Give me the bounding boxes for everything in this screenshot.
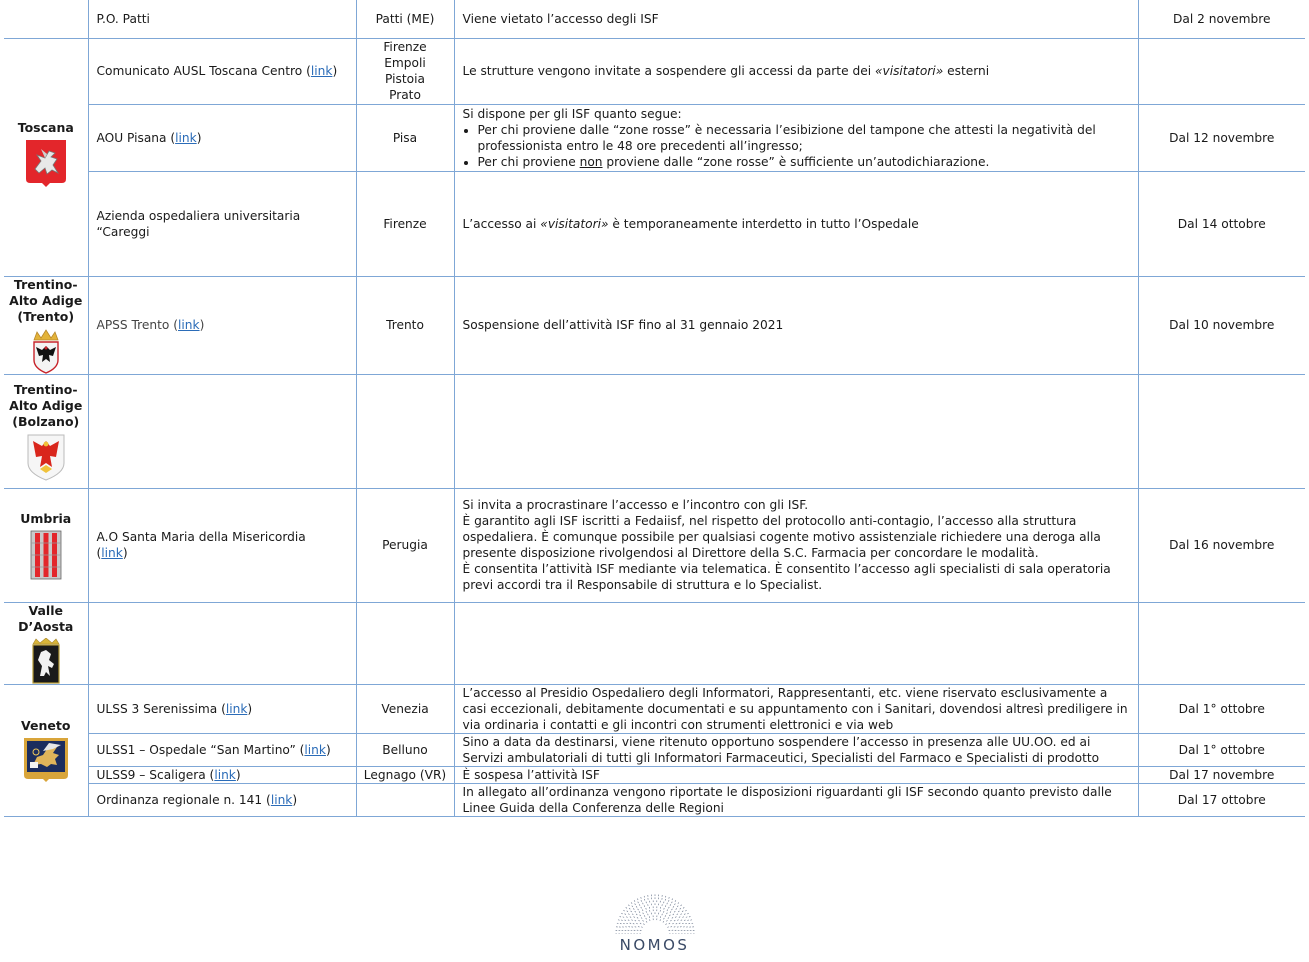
- date-cell: [1138, 766, 1305, 783]
- date-text: Dal 1° ottobre: [1178, 701, 1265, 716]
- org-name: Comunicato AUSL Toscana Centro (: [96, 64, 311, 78]
- logo-arc-mark: [621, 913, 622, 914]
- source-link[interactable]: link: [101, 546, 123, 560]
- city-name: Venezia: [381, 701, 429, 716]
- city-cell-empty: [356, 602, 454, 684]
- description-text: L’accesso ai: [462, 216, 541, 231]
- description-text: Le strutture vengono invitate a sospendere gli accessi da parte dei: [462, 64, 875, 78]
- logo-arc-mark: [637, 899, 638, 900]
- bolzano-eagle-icon: [26, 433, 66, 481]
- logo-arc-mark: [634, 911, 635, 912]
- logo-arc-mark: [638, 926, 639, 927]
- org-cell: [88, 684, 356, 733]
- logo-arc-mark: [630, 911, 631, 912]
- logo-arc-mark: [666, 920, 667, 921]
- description-intro: Si dispone per gli ISF quanto segue:: [462, 106, 682, 121]
- logo-arc-mark: [674, 920, 675, 921]
- logo-arc-mark: [666, 903, 667, 904]
- description-cell-empty: [454, 374, 1138, 488]
- org-cell: [88, 766, 356, 783]
- logo-arc-mark: [642, 903, 643, 904]
- logo-arc-mark: [690, 920, 692, 921]
- description-cell: [454, 104, 1138, 171]
- logo-arc-mark: [671, 899, 672, 900]
- logo-arc-mark: [622, 917, 623, 918]
- city-name: Firenze: [383, 40, 427, 54]
- description-text: In allegato all’ordinanza vengono riportate le disposizioni riguardanti gli ISF secondo quanto previsto dalle Linee Guida della Conferenza delle Regioni: [462, 784, 1112, 815]
- city-name: Trento: [386, 318, 424, 332]
- region-cell-aosta: [4, 602, 88, 684]
- logo-arc-mark: [629, 923, 630, 924]
- description-cell: [454, 171, 1138, 276]
- logo-arc-mark: [633, 908, 634, 909]
- description-cell: [454, 488, 1138, 602]
- logo-arc-mark: [671, 909, 672, 910]
- org-name-prefix: (: [96, 546, 102, 560]
- source-link[interactable]: link: [225, 701, 248, 716]
- org-name-suffix: ): [292, 792, 298, 807]
- description-text: È garantito agli ISF iscritti a Fedaiisf, nel rispetto del protocollo anti-contagio, l’accesso alla struttura ospedaliera. È comunque possibile per qualsiasi cogente motivo assistenziale richiedere una deroga alla presente disposizione rivolgendosi al Direttore della S.C. Farmacia per concordare le modalità.: [462, 514, 1101, 560]
- org-name-suffix: ): [325, 742, 331, 757]
- logo-arc-mark: [621, 920, 622, 921]
- description-text: Sino a data da destinarsi, viene ritenuto opportuno sospendere l’accesso in presenza alle UU.OO. ed ai Servizi ambulatoriali di tutti gli Informatori Farmaceutici, Specialisti del Farmaco e Specialisti di prodotto: [462, 734, 1100, 765]
- bullet-item: • Per chi proviene dalle “zone rosse” è necessaria l’esibizione del tampone che attesti la negatività del professionista entro le 48 ore precedenti all’ingresso;: [478, 122, 1130, 154]
- logo-arc-mark: [687, 920, 688, 921]
- description-text: Sospensione dell’attività ISF fino al 31 gennaio 2021: [462, 318, 784, 332]
- table-row: [4, 783, 1305, 816]
- city-name: Pisa: [392, 130, 418, 145]
- org-name-suffix: ): [247, 701, 253, 716]
- table-row: [4, 38, 1305, 104]
- logo-arc-mark: [685, 917, 686, 918]
- logo-arc-mark: [668, 923, 669, 924]
- logo-arc-mark: [670, 926, 671, 927]
- region-cell-umbria: [4, 488, 88, 602]
- org-cell: [88, 38, 356, 104]
- date-text: Dal 16 novembre: [1169, 538, 1275, 552]
- date-text: Dal 17 novembre: [1169, 767, 1275, 782]
- logo-arc-mark: [684, 920, 685, 921]
- logo-arc-mark: [644, 905, 645, 906]
- logo-arc-mark: [642, 909, 643, 910]
- date-cell: [1138, 488, 1305, 602]
- logo-arc-mark: [663, 908, 664, 910]
- logo-arc-mark: [631, 902, 632, 903]
- logo-arc-mark: [680, 920, 681, 921]
- logo-arc-mark: [689, 916, 690, 917]
- logo-arc-mark: [623, 910, 624, 911]
- city-name: Belluno: [382, 742, 428, 757]
- logo-arc-mark: [671, 917, 672, 918]
- logo-arc-mark: [632, 914, 633, 915]
- logo-arc-mark: [679, 908, 680, 909]
- logo-arc-mark: [628, 905, 629, 906]
- logo-arc-mark: [637, 909, 638, 910]
- city-name: Empoli: [384, 56, 426, 70]
- city-cell: [356, 0, 454, 38]
- logo-arc-mark: [618, 920, 620, 921]
- region-name: Alto Adige: [9, 292, 83, 308]
- logo-arc-mark: [662, 921, 663, 922]
- table-row: [4, 171, 1305, 276]
- description-text: Si invita a procrastinare l’accesso e l’incontro con gli ISF.: [462, 498, 809, 512]
- logo-arc-mark: [659, 919, 660, 921]
- description-text: è temporaneamente interdetto in tutto l’Ospedale: [608, 216, 919, 231]
- description-cell: [454, 38, 1138, 104]
- org-name-suffix: ): [199, 318, 205, 332]
- logo-arc-mark: [678, 923, 679, 924]
- logo-arc-mark: [626, 923, 627, 924]
- table-row: [4, 374, 1305, 488]
- logo-arc-mark: [642, 913, 643, 914]
- logo-arc-mark: [674, 911, 675, 912]
- logo-arc-mark: [678, 917, 679, 918]
- city-name: Perugia: [382, 538, 428, 552]
- logo-arc-mark: [682, 911, 683, 912]
- date-cell: [1138, 104, 1305, 171]
- logo-arc-mark: [663, 918, 664, 919]
- table-row: [4, 276, 1305, 374]
- logo-arc-mark: [678, 911, 679, 912]
- logo-arc-mark: [685, 910, 686, 911]
- veneto-lion-icon: [23, 737, 69, 783]
- region-cell-empty: [4, 0, 88, 38]
- logo-arc-mark: [633, 917, 634, 918]
- logo-arc-mark: [682, 917, 683, 918]
- logo-arc-mark: [634, 927, 636, 928]
- date-text: Dal 14 ottobre: [1177, 216, 1266, 231]
- region-cell-bolzano: [4, 374, 88, 488]
- org-cell: [88, 488, 356, 602]
- org-cell: [88, 0, 356, 38]
- logo-arc-mark: [669, 915, 670, 916]
- logo-arc-mark: [645, 918, 646, 919]
- city-cell: [356, 171, 454, 276]
- city-cell: [356, 733, 454, 766]
- city-cell: [356, 684, 454, 733]
- org-name-suffix: ): [235, 767, 241, 782]
- date-cell: [1138, 0, 1305, 38]
- org-name-suffix: ): [122, 546, 128, 560]
- city-name: Prato: [389, 88, 421, 102]
- description-bullets: [463, 122, 1130, 170]
- date-text: Dal 1° ottobre: [1178, 742, 1265, 757]
- description-cell: [454, 783, 1138, 816]
- city-cell: [356, 276, 454, 374]
- logo-arc-mark: [680, 905, 681, 906]
- logo-arc-mark: [675, 900, 676, 901]
- city-name: Pistoia: [385, 72, 425, 86]
- logo-arc-mark: [667, 927, 668, 928]
- logo-arc-mark: [677, 906, 678, 907]
- description-cell-empty: [454, 602, 1138, 684]
- logo-arc-mark: [624, 914, 625, 915]
- nomos-arc-logo-icon: [615, 892, 695, 934]
- logo-arc-mark: [675, 923, 676, 924]
- logo-arc-mark: [639, 915, 640, 916]
- org-cell: [88, 171, 356, 276]
- logo-arc-mark: [636, 923, 637, 924]
- logo-arc-mark: [647, 914, 648, 916]
- region-name: Trentino-: [13, 381, 78, 397]
- description-emphasis: «visitatori»: [874, 64, 944, 78]
- logo-arc-mark: [636, 906, 637, 907]
- source-link[interactable]: link: [214, 767, 236, 782]
- org-name: ULSS9 – Scaligera (: [96, 767, 215, 782]
- logo-arc-mark: [644, 915, 645, 916]
- city-name: Legnago (VR): [363, 767, 447, 782]
- logo-arc-mark: [629, 917, 630, 918]
- logo-arc-mark: [634, 904, 635, 905]
- region-name: D’Aosta: [18, 618, 74, 634]
- logo-arc-mark: [639, 911, 640, 912]
- date-text: Dal 17 ottobre: [1177, 792, 1266, 807]
- description-cell: [454, 733, 1138, 766]
- description-text: L’accesso al Presidio Ospedaliero degli Informatori, Rappresentanti, etc. viene riservato esclusivamente a casi eccezionali, debitamente documentati e su appuntamento con i Sanitari, dovendosi altresì prediligere in via ordinaria i contatti e gli incontri con strumenti elettronici e via web: [462, 685, 1128, 732]
- logo-arc-mark: [668, 907, 669, 908]
- logo-arc-mark: [638, 920, 639, 921]
- org-name: P.O. Patti: [96, 11, 150, 26]
- table-row: [4, 0, 1305, 38]
- table-row: [4, 684, 1305, 733]
- table-row: [4, 602, 1305, 684]
- logo-arc-mark: [623, 923, 625, 924]
- city-cell: [356, 783, 454, 816]
- aosta-lion-icon: [31, 638, 61, 684]
- logo-arc-mark: [667, 917, 668, 918]
- logo-arc-mark: [669, 904, 670, 905]
- logo-arc-mark: [634, 920, 635, 921]
- description-text: esterni: [943, 64, 990, 78]
- city-name: Firenze: [383, 216, 427, 231]
- logo-arc-mark: [641, 927, 642, 928]
- logo-arc-mark: [683, 907, 684, 908]
- region-name: (Trento): [17, 308, 75, 324]
- description-text: È consentita l’attività ISF mediante via telematica. È consentito l’accesso agli specialisti di sala operatoria previ accordi tra il Responsabile di struttura e lo Specialist.: [462, 562, 1111, 592]
- logo-arc-mark: [636, 917, 637, 918]
- description-cell: [454, 766, 1138, 783]
- logo-arc-mark: [665, 905, 666, 906]
- table-row: [4, 766, 1305, 783]
- umbria-candles-icon: [30, 530, 62, 580]
- isf-access-table: [4, 0, 1305, 817]
- logo-arc-mark: [643, 924, 644, 925]
- logo-arc-mark: [640, 907, 641, 908]
- city-cell: [356, 38, 454, 104]
- region-name: Valle: [28, 602, 63, 618]
- logo-arc-mark: [631, 906, 632, 907]
- logo-arc-mark: [639, 904, 640, 905]
- city-cell: [356, 766, 454, 783]
- logo-arc-mark: [636, 914, 637, 915]
- logo-arc-mark: [663, 911, 664, 912]
- source-link[interactable]: link: [175, 130, 197, 145]
- description-cell: [454, 684, 1138, 733]
- org-name: ULSS 3 Serenissima (: [96, 701, 226, 716]
- logo-arc-mark: [626, 911, 627, 912]
- logo-arc-mark: [646, 911, 647, 912]
- logo-arc-mark: [684, 914, 685, 915]
- logo-arc-mark: [687, 913, 688, 914]
- logo-arc-mark: [642, 920, 643, 921]
- logo-arc-mark: [672, 923, 673, 924]
- date-cell: [1138, 276, 1305, 374]
- logo-arc-mark: [649, 916, 650, 918]
- org-cell: [88, 733, 356, 766]
- logo-arc-mark: [677, 920, 678, 921]
- date-text: Dal 2 novembre: [1173, 11, 1271, 26]
- logo-arc-mark: [671, 902, 672, 903]
- nomos-wordmark: NOMOS: [619, 936, 690, 954]
- date-text: Dal 10 novembre: [1169, 318, 1275, 332]
- region-cell-toscana: [4, 38, 88, 276]
- source-link[interactable]: link: [310, 64, 333, 78]
- logo-arc-mark: [680, 914, 681, 915]
- table-row: [4, 104, 1305, 171]
- org-name: A.O Santa Maria della Misericordia: [96, 530, 306, 544]
- org-cell-empty: [88, 602, 356, 684]
- org-cell: [88, 783, 356, 816]
- region-name: Umbria: [20, 510, 72, 526]
- date-cell: [1138, 684, 1305, 733]
- source-link[interactable]: link: [270, 792, 293, 807]
- logo-arc-mark: [665, 915, 666, 916]
- org-name: Azienda ospedaliera universitaria: [96, 208, 301, 223]
- org-name: ULSS1 – Ospedale “San Martino” (: [96, 742, 305, 757]
- logo-arc-mark: [631, 920, 632, 921]
- logo-arc-mark: [641, 917, 642, 918]
- logo-arc-mark: [675, 908, 676, 909]
- org-name: AOU Pisana (: [96, 130, 176, 145]
- logo-arc-mark: [673, 927, 675, 928]
- logo-arc-mark: [640, 897, 641, 899]
- region-name: (Bolzano): [12, 413, 80, 429]
- logo-arc-mark: [672, 914, 673, 915]
- logo-arc-mark: [666, 909, 667, 910]
- org-name: Ordinanza regionale n. 141 (: [96, 792, 271, 807]
- region-cell-trento: [4, 276, 88, 374]
- logo-arc-mark: [666, 913, 667, 914]
- logo-arc-mark: [646, 921, 647, 922]
- org-name-suffix: ): [196, 130, 202, 145]
- logo-arc-mark: [624, 920, 625, 921]
- logo-arc-mark: [629, 908, 630, 909]
- city-cell: [356, 488, 454, 602]
- org-name: APSS Trento (: [96, 318, 179, 332]
- org-cell: [88, 104, 356, 171]
- logo-arc-mark: [668, 900, 669, 901]
- logo-arc-mark: [640, 900, 641, 901]
- description-text: È sospesa l’attività ISF: [462, 767, 600, 782]
- logo-arc-mark: [619, 916, 620, 917]
- logo-arc-mark: [668, 897, 669, 899]
- logo-arc-mark: [675, 917, 676, 918]
- logo-arc-mark: [649, 919, 650, 921]
- org-cell: [88, 276, 356, 374]
- logo-arc-mark: [665, 924, 666, 925]
- city-cell: [356, 104, 454, 171]
- logo-arc-mark: [627, 920, 628, 921]
- logo-arc-mark: [625, 907, 626, 908]
- date-cell-empty: [1138, 374, 1305, 488]
- date-cell: [1138, 733, 1305, 766]
- logo-arc-mark: [685, 923, 687, 924]
- logo-arc-mark: [682, 923, 683, 924]
- description-emphasis: «visitatori»: [540, 216, 609, 231]
- logo-arc-mark: [670, 920, 671, 921]
- date-cell-empty: [1138, 602, 1305, 684]
- source-link[interactable]: link: [304, 742, 326, 757]
- description-cell: [454, 0, 1138, 38]
- city-cell-empty: [356, 374, 454, 488]
- bullet-underlined-text: non: [579, 154, 603, 169]
- toscana-pegasus-icon: [25, 139, 67, 187]
- logo-arc-mark: [637, 902, 638, 903]
- date-text: Dal 12 novembre: [1169, 130, 1275, 145]
- trento-eagle-icon: [31, 328, 61, 374]
- date-cell: [1138, 38, 1305, 104]
- city-name: Patti (ME): [375, 11, 435, 26]
- logo-arc-mark: [661, 914, 662, 916]
- org-cell-empty: [88, 374, 356, 488]
- logo-arc-mark: [676, 914, 677, 915]
- source-link[interactable]: link: [178, 318, 200, 332]
- logo-arc-mark: [639, 923, 640, 924]
- description-text: Viene vietato l’accesso degli ISF: [462, 11, 659, 26]
- logo-arc-mark: [677, 902, 678, 903]
- logo-arc-mark: [626, 917, 627, 918]
- date-cell: [1138, 171, 1305, 276]
- region-name: Veneto: [21, 717, 71, 733]
- table-row: [4, 733, 1305, 766]
- logo-arc-mark: [669, 911, 670, 912]
- bullet-text: proviene dalle “zone rosse” è sufficiente un’autodichiarazione.: [602, 154, 990, 169]
- logo-arc-mark: [634, 900, 635, 901]
- region-name: Trentino-: [13, 276, 78, 292]
- region-cell-veneto: [4, 684, 88, 816]
- description-cell: [454, 276, 1138, 374]
- bullet-text: Per chi proviene: [477, 154, 580, 169]
- date-cell: [1138, 783, 1305, 816]
- org-name: “Careggi: [96, 224, 150, 239]
- footer-logo: [0, 892, 1309, 954]
- region-name: Alto Adige: [9, 397, 83, 413]
- table-row: [4, 488, 1305, 602]
- logo-arc-mark: [632, 923, 633, 924]
- logo-arc-mark: [645, 908, 646, 910]
- logo-arc-mark: [660, 916, 661, 918]
- bullet-item: [478, 154, 1130, 170]
- logo-arc-mark: [672, 906, 673, 907]
- org-name-suffix: ): [332, 64, 338, 78]
- region-name: Toscana: [17, 119, 74, 135]
- logo-arc-mark: [628, 914, 629, 915]
- logo-arc-mark: [674, 904, 675, 905]
